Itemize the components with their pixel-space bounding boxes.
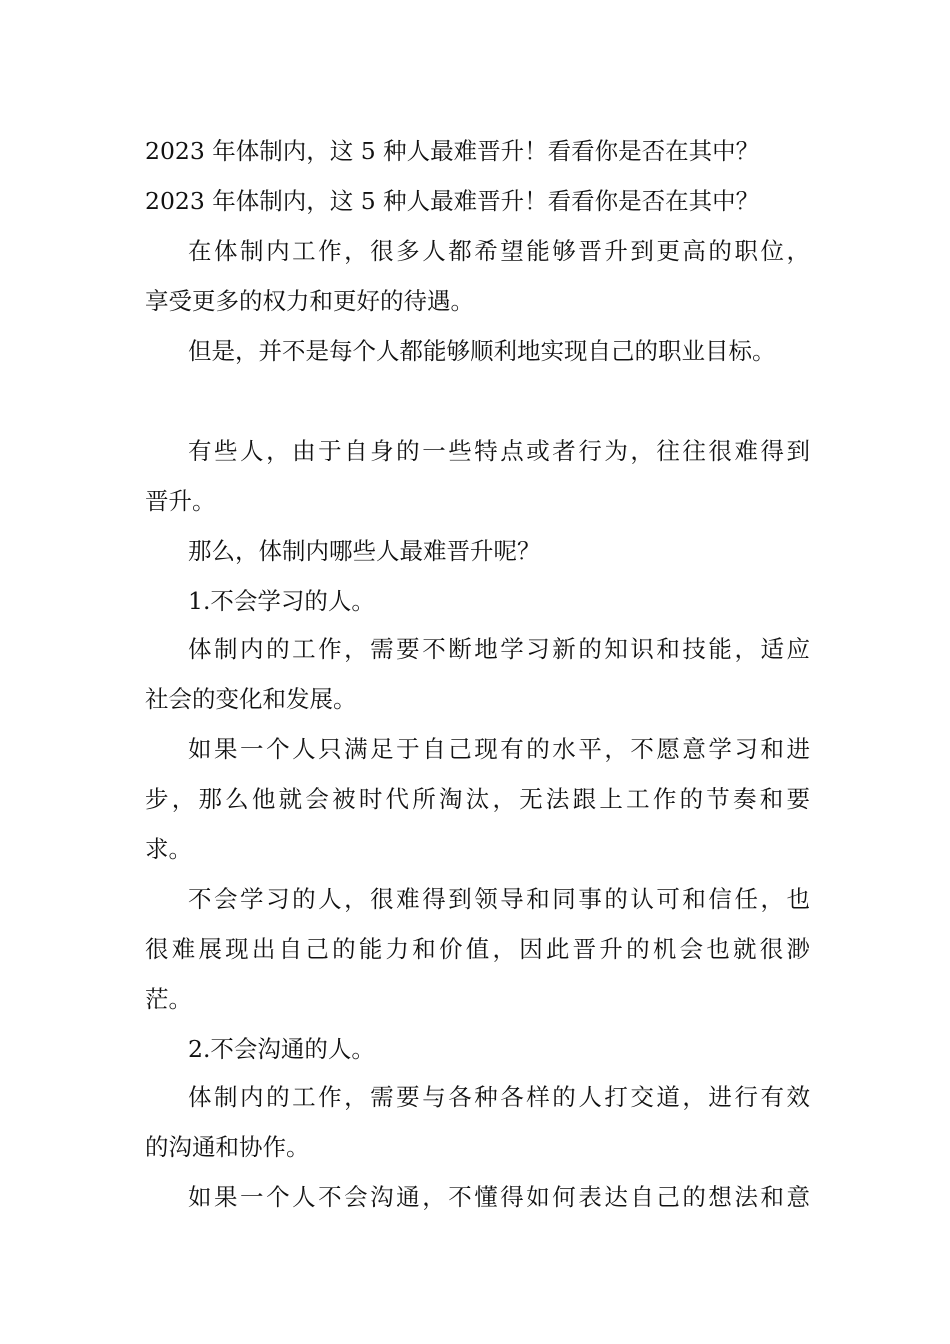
paragraph-line: 在体制内工作，很多人都希望能够晋升到更高的职位， <box>188 237 810 265</box>
paragraph-line: 体制内的工作，需要与各种各样的人打交道，进行有效 <box>188 1083 810 1111</box>
paragraph-line: 如果一个人只满足于自己现有的水平，不愿意学习和进 <box>188 735 810 763</box>
paragraph-line: 有些人，由于自身的一些特点或者行为，往往很难得到 <box>188 437 810 465</box>
paragraph-line: 很难展现出自己的能力和价值，因此晋升的机会也就很渺 <box>145 935 810 963</box>
document-body <box>145 130 810 1226</box>
paragraph-line: 茫。 <box>145 985 192 1013</box>
paragraph-line: 不会学习的人，很难得到领导和同事的认可和信任，也 <box>188 885 810 913</box>
paragraph-line: 如果一个人不会沟通，不懂得如何表达自己的想法和意 <box>188 1183 810 1211</box>
paragraph-line: 那么，体制内哪些人最难晋升呢？ <box>188 537 541 565</box>
paragraph-line: 体制内的工作，需要不断地学习新的知识和技能，适应 <box>188 635 810 663</box>
paragraph-line: 的沟通和协作。 <box>145 1133 310 1161</box>
paragraph-line: 晋升。 <box>145 487 216 515</box>
paragraph-line: 求。 <box>145 835 192 863</box>
title-line-2: 2023 年体制内，这 5 种人最难晋升！看看你是否在其中？ <box>145 187 760 215</box>
paragraph-line: 步，那么他就会被时代所淘汰，无法跟上工作的节奏和要 <box>145 785 810 813</box>
section-heading-2: 2.不会沟通的人。 <box>188 1035 375 1063</box>
title-line-1: 2023 年体制内，这 5 种人最难晋升！看看你是否在其中？ <box>145 137 760 165</box>
paragraph-line: 社会的变化和发展。 <box>145 685 357 713</box>
blank-line <box>145 380 810 430</box>
paragraph-line: 但是，并不是每个人都能够顺利地实现自己的职业目标。 <box>188 337 776 365</box>
section-heading-1: 1.不会学习的人。 <box>188 587 375 615</box>
paragraph-line: 享受更多的权力和更好的待遇。 <box>145 287 474 315</box>
